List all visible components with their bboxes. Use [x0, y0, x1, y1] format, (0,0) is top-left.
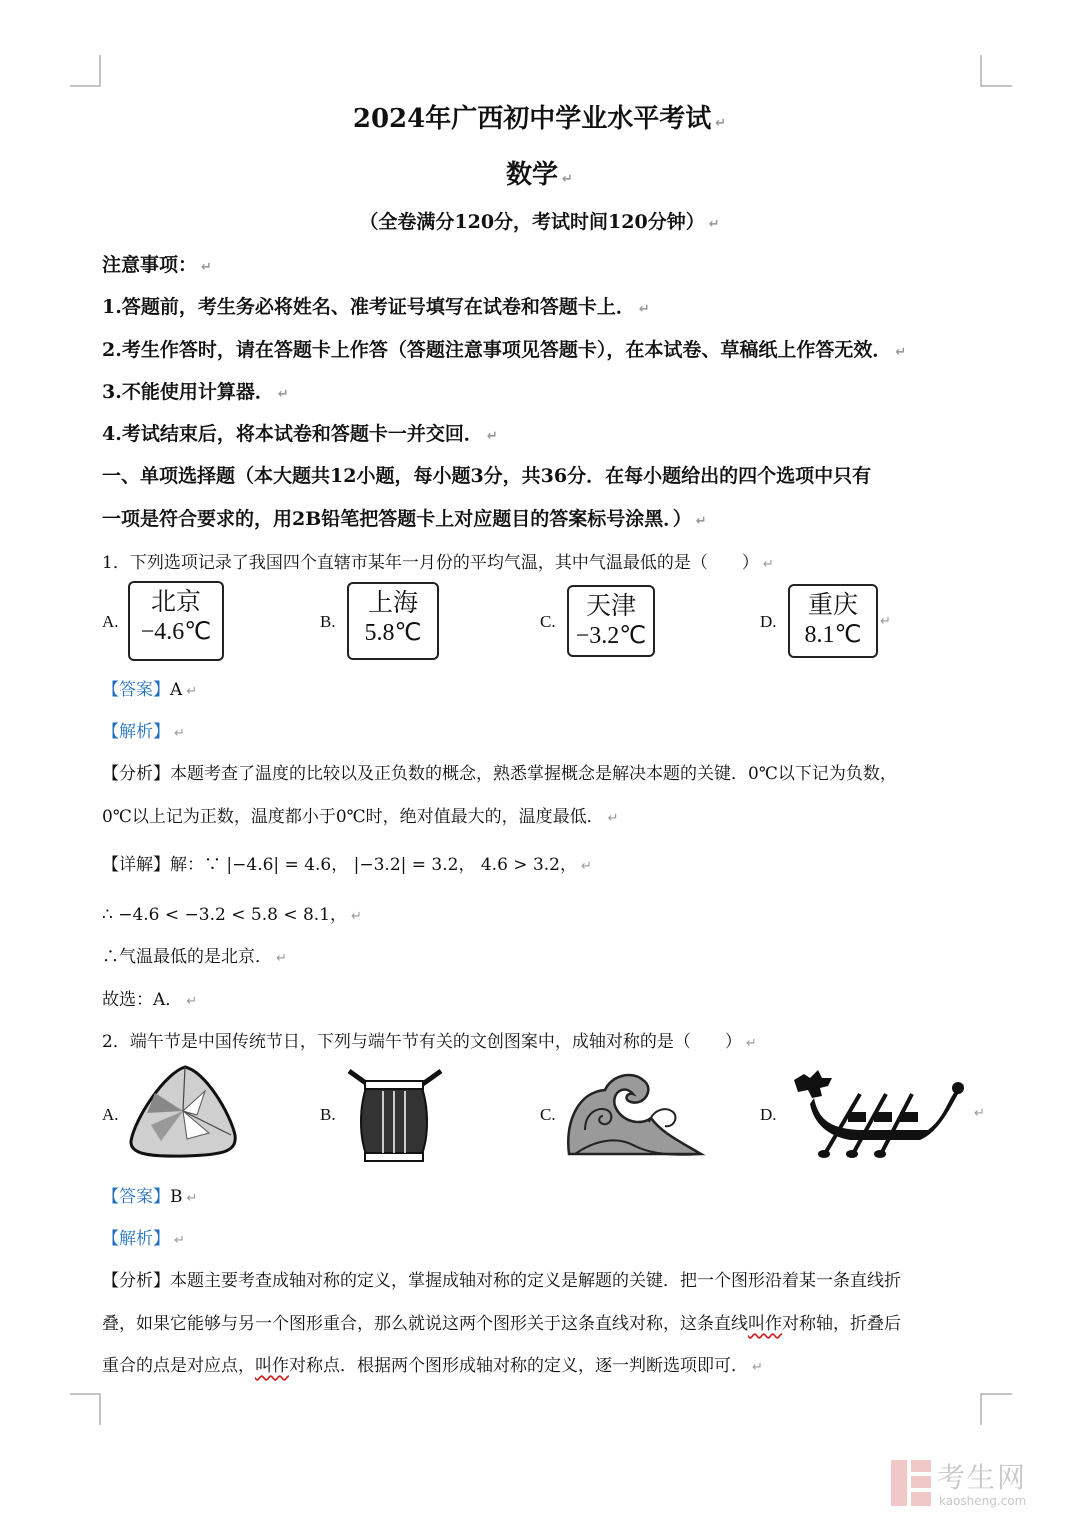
- q2-analysis-tag: 【解析】 ↵: [102, 1229, 185, 1249]
- q1-option-d-label: D.: [760, 612, 777, 631]
- drum-icon: [345, 1067, 445, 1163]
- q1-option-b-temp: 5.8℃: [364, 620, 422, 646]
- q1-option-a-label: A.: [102, 612, 119, 631]
- notice-item-1: 1.答题前，考生务必将姓名、准考证号填写在试卷和答题卡上． ↵: [102, 296, 650, 318]
- q1-option-a-temp: −4.6℃: [140, 619, 212, 645]
- q1-option-c-temp: −3.2℃: [575, 623, 647, 649]
- zongzi-icon: [125, 1063, 240, 1158]
- q1-option-c-label: C.: [540, 612, 556, 631]
- q1-detail-line-4: 故选：A． ↵: [102, 990, 198, 1010]
- watermark-url: kaosheng.com: [939, 1494, 1027, 1508]
- q1-analysis-tag: 【解析】 ↵: [102, 722, 185, 742]
- q2-answer: 【答案】B ↵: [102, 1187, 198, 1207]
- q1-detail-line-2: ∴ −4.6 < −3.2 < 5.8 < 8.1， ↵: [102, 905, 362, 925]
- q2-option-a-label: A.: [102, 1105, 119, 1124]
- notice-item-4: 4.考试结束后，将本试卷和答题卡一并交回． ↵: [102, 423, 498, 445]
- q1-option-a-card: [128, 581, 224, 661]
- exam-title: 2024年广西初中学业水平考试 ↵: [352, 104, 727, 134]
- q1-option-d-city: 重庆: [807, 590, 858, 619]
- q2-option-d-label: D.: [760, 1105, 777, 1124]
- subject-title: 数学 ↵: [506, 160, 573, 190]
- crop-mark-top-right: [980, 55, 1012, 87]
- watermark-name: 考生网: [937, 1461, 1028, 1494]
- dragon-boat-icon: [788, 1068, 970, 1160]
- wave-icon: [565, 1070, 705, 1160]
- q1-option-d-card: [788, 584, 878, 658]
- notice-item-2: 2.考生作答时，请在答题卡上作答（答题注意事项见答题卡），在本试卷、草稿纸上作答无效． ↵: [102, 339, 907, 361]
- q1-detail-line-3: ∴气温最低的是北京． ↵: [102, 947, 287, 967]
- q1-option-b-city: 上海: [367, 588, 418, 617]
- q2-option-c-label: C.: [540, 1105, 556, 1124]
- crop-mark-bottom-right: [980, 1393, 1012, 1425]
- q2-fenxi-line-1: 【分析】本题主要考查成轴对称的定义，掌握成轴对称的定义是解题的关键．把一个图形沿着某一条直线折: [102, 1271, 901, 1291]
- q1-fenxi-line-2: 0℃以上记为正数，温度都小于0℃时，绝对值最大的，温度最低． ↵: [102, 807, 619, 827]
- q1-option-d-temp: 8.1℃: [804, 622, 862, 648]
- notice-item-3: 3.不能使用计算器． ↵: [102, 381, 289, 403]
- q1-option-c-city: 天津: [585, 591, 636, 620]
- q1-stem: 1．下列选项记录了我国四个直辖市某年一月份的平均气温，其中气温最低的是（ ） ↵: [102, 553, 774, 573]
- q2-fenxi-line-3: 重合的点是对应点，叫作对称点．根据两个图形成轴对称的定义，逐一判断选项即可． ↵: [102, 1356, 763, 1376]
- q1-detail-line-1: 【详解】解：∵ |−4.6| = 4.6， |−3.2| = 3.2， 4.6 > 3.2， ↵: [102, 855, 592, 875]
- q1-answer: 【答案】A ↵: [102, 680, 198, 700]
- q1-option-c-card: [567, 585, 655, 657]
- notice-heading: 注意事项： ↵: [102, 254, 212, 276]
- crop-mark-top-left: [70, 55, 102, 87]
- q2-option-b-label: B.: [320, 1105, 336, 1124]
- q1-option-b-label: B.: [320, 612, 336, 631]
- q2-stem: 2．端午节是中国传统节日，下列与端午节有关的文创图案中，成轴对称的是（ ） ↵: [102, 1032, 757, 1052]
- q1-option-a-city: 北京: [150, 587, 201, 616]
- q1-option-b-card: [347, 582, 439, 660]
- watermark-logo-icon: [889, 1458, 933, 1508]
- watermark: [889, 1454, 1059, 1514]
- q2-fenxi-line-2: 叠，如果它能够与另一个图形重合，那么就说这两个图形关于这条直线对称，这条直线叫作对称轴，折叠后: [102, 1314, 901, 1334]
- crop-mark-bottom-left: [70, 1393, 102, 1425]
- exam-note: （全卷满分120分，考试时间120分钟） ↵: [359, 211, 720, 233]
- section-heading-line-2: 一项是符合要求的，用2B铅笔把答题卡上对应题目的答案标号涂黑．） ↵: [102, 508, 707, 530]
- q1-fenxi-line-1: 【分析】本题考查了温度的比较以及正负数的概念，熟悉掌握概念是解决本题的关键．0℃以下记为负数，: [102, 764, 897, 784]
- section-heading-line-1: 一、单项选择题（本大题共12小题，每小题3分，共36分．在每小题给出的四个选项中只有: [102, 465, 872, 487]
- document-page: 2024年广西初中学业水平考试 ↵ 数学 ↵ （全卷满分120分，考试时间120分钟） ↵ 注意事项： ↵ 1.答题前，考生务必将姓名、准考证号填写在试卷和答题卡上． ↵ 2.考生作答时，请在答题卡上作答（答题注意事项见答题卡），在本试卷、草稿纸上作答无效． ↵ 3.不能使用计算器． ↵ 4.考试结束后，将本试卷和答题卡一并交回． ↵ 一、单项选择题（本大题共12小题，每小题3分，共36分．在每小题给出的四个选项中只有 一项是符合要求的，用2B铅笔把答题卡上对应题目的答案标号涂黑．） ↵ 1．下列选项记录了我国四个直辖市某年一月份的平均气温，其中气温最低的是（ ） ↵ A. 北京 −4.6℃ B. 上海 5.8℃ C. 天津 −3.2℃ D. 重庆 8.1℃ ↵ 【答案】A ↵ 【解析】 ↵ 【分析】本题考查了温度的比较以及正负数的概念，熟悉掌握概念是解决本题的关键．0℃以下记为负数， 0℃以上记为正数，温度都小于0℃时，绝对值最大的，温度最低． ↵ 【详解】解：∵ |−4.6| = 4.6， |−3.2| = 3.2， 4.6 > 3.2， ↵ ∴ −4.6 < −3.2 < 5.8 < 8.1， ↵ ∴气温最低的是北京． ↵ 故选：A． ↵ 2．端午节是中国传统节日，下列与端午节有关的文创图案中，成轴对称的是（ ） ↵ A. B. C. D. ↵ 【答案】B ↵ 【解析】 ↵ 【分析】本题主要考查成轴对称的定义，掌握成轴对称的定义是解题的关键．把一个图形沿着某一条直线折 叠，如果它能够与另一个图形重合，那么就说这两个图形关于这条直线对称，这条直线叫作对称轴，折叠后 重合的点是对应点，叫作对称点．根据两个图形成轴对称的定义，逐一判断选项即可． ↵ 考生网 kaosheng.com: [0, 0, 1079, 1524]
